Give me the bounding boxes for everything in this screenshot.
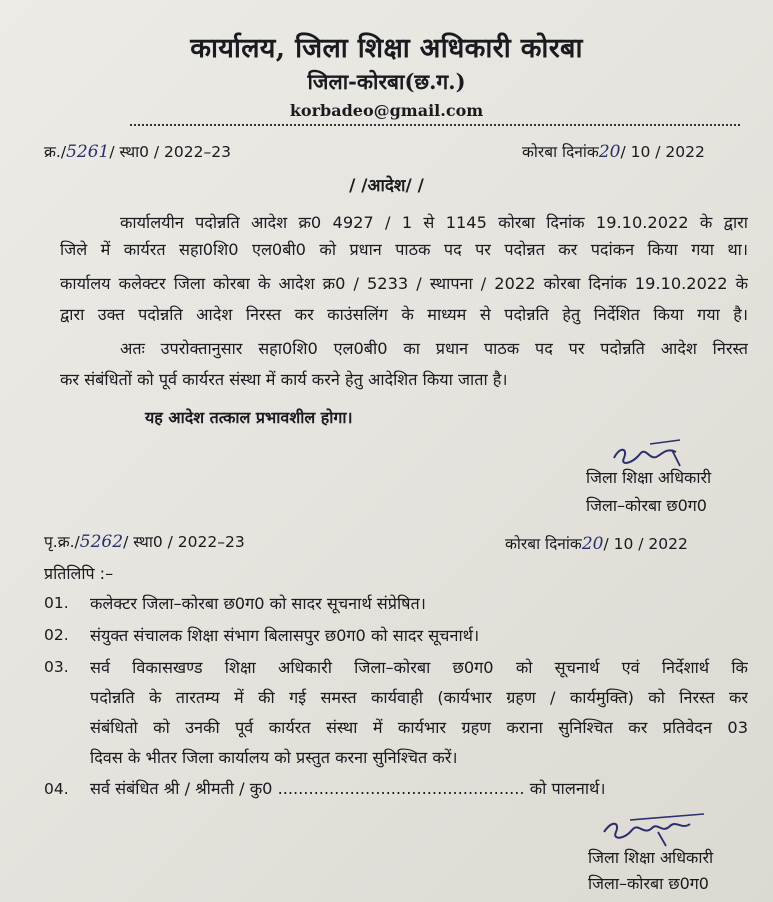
copy-date bbox=[505, 532, 688, 554]
para1-line-4: द्वारा उक्त पदोन्नति आदेश निरस्त कर काउंसलिंग के माध्यम से पदोन्नति हेतु निर्देशित किया गया है। bbox=[60, 305, 748, 324]
header-divider bbox=[130, 124, 740, 126]
order-date-day: 20 bbox=[598, 142, 621, 162]
copy-date-day: 20 bbox=[581, 534, 604, 554]
copy-item-3-line-1: सर्व विकासखण्ड शिक्षा अधिकारी जिला–कोरबा छ0ग0 को सूचनार्थ एवं निर्देशार्थ कि bbox=[90, 658, 748, 677]
copy-item-4-number: 04. bbox=[44, 780, 69, 798]
office-title: कार्यालय, जिला शिक्षा अधिकारी कोरबा bbox=[190, 33, 583, 64]
copy-item-3-line-3: संबंधितो को उनकी पूर्व कार्यरत संस्था में कार्यभार ग्रहण कराना सुनिश्चित कर प्रतिवेदन 03 bbox=[90, 718, 748, 737]
copy-item-4-text: सर्व संबंधित श्री / श्रीमती / कु0 ................................................ को पालनार्थ। bbox=[90, 779, 606, 798]
order-date bbox=[522, 140, 705, 162]
order-ref-prefix: क्र./ bbox=[44, 143, 67, 161]
copy-item-2-number: 02. bbox=[44, 626, 69, 644]
para1-line-1: कार्यालयीन पदोन्नति आदेश क्र0 4927 / 1 से 1145 कोरबा दिनांक 19.10.2022 के द्वारा bbox=[120, 213, 748, 232]
copy-item-3-number: 03. bbox=[44, 658, 69, 676]
signature-mark-1 bbox=[610, 436, 690, 470]
para2-line-2: कर संबंधितों को पूर्व कार्यरत संस्था में कार्य करने हेतु आदेशित किया जाता है। bbox=[60, 370, 508, 389]
signatory-place-2: जिला–कोरबा छ0ग0 bbox=[588, 874, 709, 893]
order-title: / /आदेश/ / bbox=[349, 176, 424, 196]
copy-item-1-text: कलेक्टर जिला–कोरबा छ0ग0 को सादर सूचनार्थ संप्रेषित। bbox=[90, 594, 426, 613]
copy-date-rest: / 10 / 2022 bbox=[603, 535, 688, 553]
signatory-title-2: जिला शिक्षा अधिकारी bbox=[588, 848, 714, 867]
copy-heading: प्रतिलिपि :– bbox=[44, 564, 114, 583]
order-reference bbox=[44, 140, 231, 162]
copy-ref-suffix: / स्था0 / 2022–23 bbox=[123, 533, 245, 551]
copy-item-1-number: 01. bbox=[44, 594, 69, 612]
copy-item-3-line-4: दिवस के भीतर जिला कार्यालय को प्रस्तुत करना सुनिश्चित करें। bbox=[90, 748, 458, 767]
copy-item-3-line-2: पदोन्नति के तारतम्य में की गई समस्त कार्यवाही (कार्यभार ग्रहण / कार्यमुक्ति) को निरस्त कर bbox=[90, 688, 748, 707]
signature-mark-2 bbox=[600, 812, 710, 848]
para2-line-1: अतः उपरोक्तानुसार सहा0शि0 एल0बी0 का प्रधान पाठक पद पर पदोन्नति आदेश निरस्त bbox=[120, 339, 748, 358]
copy-item-2-text: संयुक्त संचालक शिक्षा संभाग बिलासपुर छ0ग0 को सादर सूचनार्थ। bbox=[90, 626, 480, 645]
order-ref-number: 5261 bbox=[66, 142, 110, 162]
copy-reference bbox=[44, 530, 245, 552]
copy-place-date-prefix: कोरबा दिनांक bbox=[505, 535, 582, 553]
para1-line-3: कार्यालय कलेक्टर जिला कोरबा के आदेश क्र0 / 5233 / स्थापना / 2022 कोरबा दिनांक 19.10.2022 के bbox=[60, 274, 748, 293]
district-line: जिला-कोरबा(छ.ग.) bbox=[307, 69, 466, 94]
effective-line: यह आदेश तत्काल प्रभावशील होगा। bbox=[145, 408, 353, 427]
para1-line-2: जिले में कार्यरत सहा0शि0 एल0बी0 को प्रधान पाठक पद पर पदोन्नत कर पदांकन किया गया था। bbox=[60, 240, 748, 259]
order-date-rest: / 10 / 2022 bbox=[620, 143, 705, 161]
copy-ref-number: 5262 bbox=[79, 532, 124, 552]
signatory-title-1: जिला शिक्षा अधिकारी bbox=[586, 468, 712, 487]
signatory-place-1: जिला–कोरबा छ0ग0 bbox=[586, 496, 707, 515]
order-place-date-prefix: कोरबा दिनांक bbox=[522, 143, 599, 161]
copy-ref-prefix: पृ.क्र./ bbox=[44, 533, 80, 551]
order-ref-suffix: / स्था0 / 2022–23 bbox=[109, 143, 231, 161]
office-email: korbadeo@gmail.com bbox=[289, 101, 484, 120]
